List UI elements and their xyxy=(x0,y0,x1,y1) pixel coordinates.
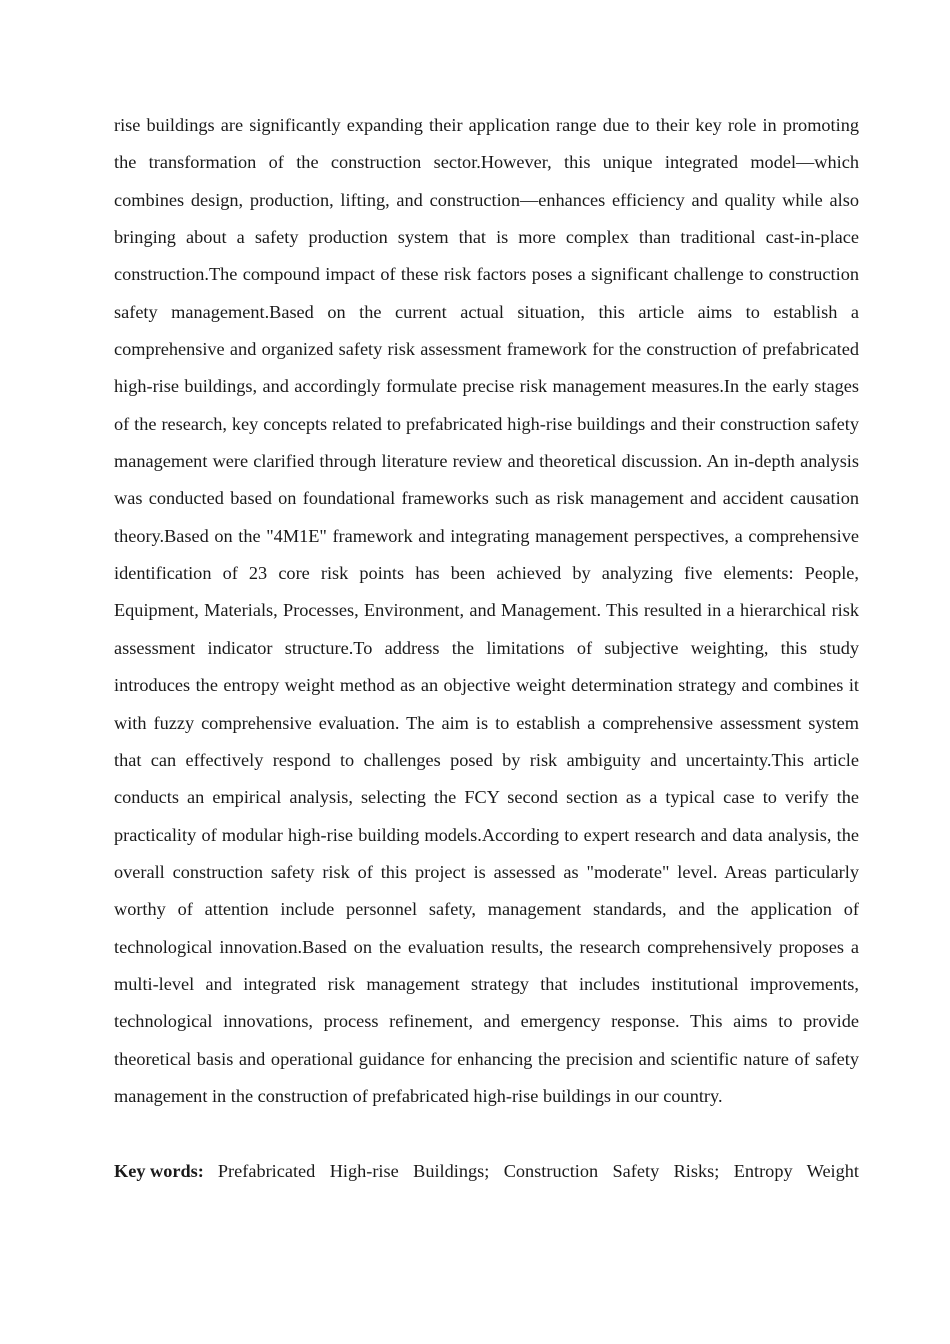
keywords-value: Prefabricated High-rise Buildings; Construction Safety Risks; Entropy Weight xyxy=(217,1161,859,1181)
keywords-line xyxy=(114,1153,859,1190)
keywords-label: Key words: xyxy=(114,1161,204,1181)
abstract-body-paragraph: rise buildings are significantly expanding their application range due to their key role in promoting the transformation of the construction sector.However, this unique integrated model—which combines design, production, lifting, and construction—enhances efficiency and quality while also bringing about a safety production system that is more complex than traditional cast-in-place construction.The compound impact of these risk factors poses a significant challenge to construction safety management.Based on the current actual situation, this article aims to establish a comprehensive and organized safety risk assessment framework for the construction of prefabricated high-rise buildings, and accordingly formulate precise risk management measures.In the early stages of the research, key concepts related to prefabricated high-rise buildings and their construction safety management were clarified through literature review and theoretical discussion. An in-depth analysis was conducted based on foundational frameworks such as risk management and accident causation theory.Based on the "4M1E" framework and integrating management perspectives, a comprehensive identification of 23 core risk points has been achieved by analyzing five elements: People, Equipment, Materials, Processes, Environment, and Management. This resulted in a hierarchical risk assessment indicator structure.To address the limitations of subjective weighting, this study introduces the entropy weight method as an objective weight determination strategy and combines it with fuzzy comprehensive evaluation. The aim is to establish a comprehensive assessment system that can effectively respond to challenges posed by risk ambiguity and uncertainty.This article conducts an empirical analysis, selecting the FCY second section as a typical case to verify the practicality of modular high-rise building models.According to expert research and data analysis, the overall construction safety risk of this project is assessed as "moderate" level. Areas particularly worthy of attention include personnel safety, management standards, and the application of technological innovation.Based on the evaluation results, the research comprehensively proposes a multi-level and integrated risk management strategy that includes institutional improvements, technological innovations, process refinement, and emergency response. This aims to provide theoretical basis and operational guidance for enhancing the precision and scientific nature of safety management in the construction of prefabricated high-rise buildings in our country. xyxy=(114,115,859,1106)
